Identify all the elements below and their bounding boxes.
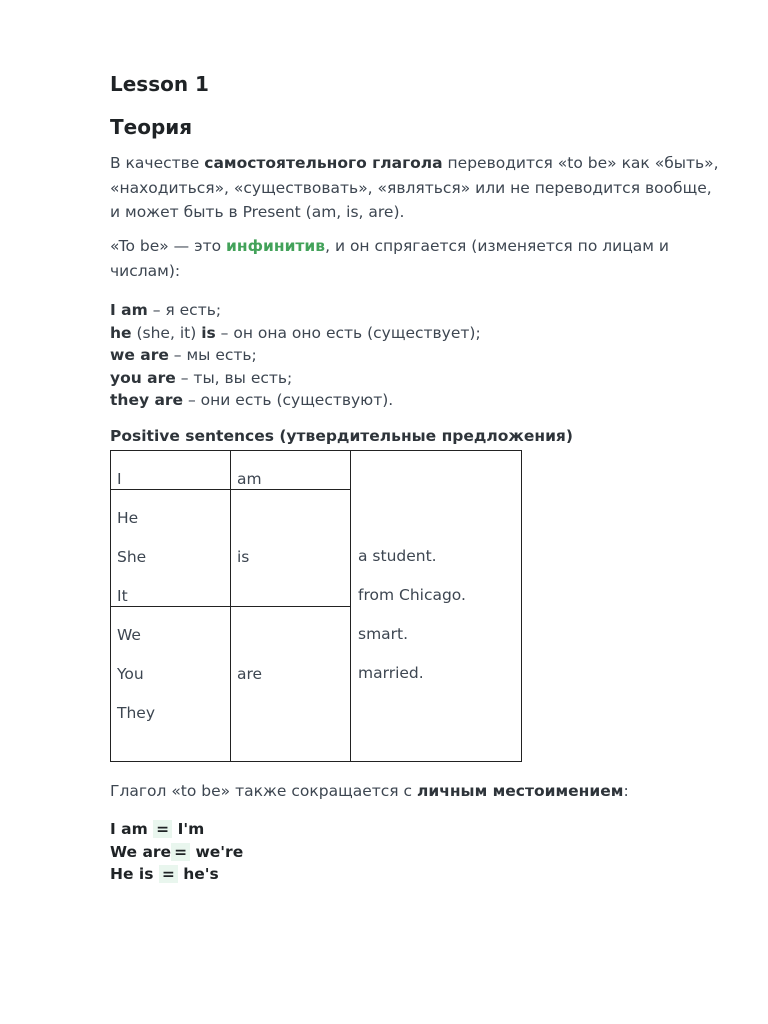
infinitive-text-2: , и он спрягается (изменяется по лицам и числам): [110, 237, 669, 280]
equals-sign: = [159, 865, 178, 883]
equals-sign: = [171, 843, 190, 861]
intro-text-1: В качестве [110, 154, 205, 172]
contraction-short: I'm [172, 820, 205, 838]
infinitive-paragraph [110, 234, 722, 283]
table-cell-pronoun: They [117, 704, 156, 722]
positive-sentences-table [110, 450, 522, 762]
infinitive-highlight: инфинитив [226, 237, 326, 255]
table-cell-verb: are [237, 665, 263, 683]
conjugation-translation: – они есть (существуют). [183, 391, 394, 409]
conjugation-form: is [201, 323, 216, 342]
contraction-line [110, 818, 243, 841]
section-title: Теория [110, 115, 193, 139]
table-cell-complement: married. [358, 664, 424, 682]
table-title: Positive sentences (утвердительные предложения) [110, 427, 573, 445]
lesson-title: Lesson 1 [110, 72, 209, 96]
table-row-divider [111, 489, 351, 490]
contraction-full: He is [110, 865, 159, 883]
conjugation-line [110, 367, 481, 390]
conjugation-form: he [110, 323, 132, 342]
table-cell-verb: am [237, 470, 262, 488]
table-cell-complement: smart. [358, 625, 409, 643]
contraction-paragraph [110, 779, 629, 803]
table-cell-pronoun: He [117, 509, 139, 527]
contraction-short: he's [177, 865, 219, 883]
contraction-bold-term: личным местоимением [416, 782, 624, 800]
table-row-divider [111, 606, 351, 607]
conjugation-form: they are [110, 391, 184, 409]
table-cell-pronoun: I [117, 470, 122, 488]
contraction-line [110, 841, 243, 864]
contraction-full: I am [110, 820, 154, 838]
conjugation-translation: – он она оно есть (существует); [215, 323, 481, 342]
conjugation-list [110, 299, 481, 412]
contraction-short: we're [190, 842, 244, 861]
table-cell-pronoun: It [117, 587, 128, 605]
table-cell-verb: is [237, 548, 250, 566]
contractions-list [110, 818, 243, 886]
conjugation-translation: – ты, вы есть; [175, 368, 293, 387]
intro-paragraph [110, 151, 722, 225]
conjugation-line [110, 344, 481, 367]
contraction-text-2: : [623, 782, 629, 800]
table-cell-complement: a student. [358, 547, 437, 565]
infinitive-text-1: «To be» — это [110, 237, 227, 255]
conjugation-note: (she, it) [131, 323, 202, 342]
table-cell-pronoun: She [117, 548, 147, 566]
contraction-text-1: Глагол «to be» также сокращается с [110, 782, 417, 800]
table-cell-pronoun: You [117, 665, 144, 683]
contraction-line [110, 863, 243, 886]
intro-text-2: переводится «to be» как «быть», «находиться», «существовать», «являться» или не переводится вообще, и может быть в Present (am, is, are). [110, 154, 719, 221]
contraction-full: We are [110, 842, 172, 861]
conjugation-form: I am [110, 301, 148, 319]
intro-bold-term: самостоятельного глагола [204, 154, 443, 172]
table-cell-pronoun: We [117, 626, 141, 644]
equals-sign: = [153, 820, 172, 838]
conjugation-line [110, 299, 481, 322]
conjugation-form: you are [110, 368, 176, 387]
conjugation-line [110, 322, 481, 345]
conjugation-form: we are [110, 346, 169, 364]
table-cell-complement: from Chicago. [358, 586, 466, 604]
conjugation-line [110, 389, 481, 412]
conjugation-translation: – мы есть; [168, 346, 257, 364]
conjugation-translation: – я есть; [147, 301, 222, 319]
